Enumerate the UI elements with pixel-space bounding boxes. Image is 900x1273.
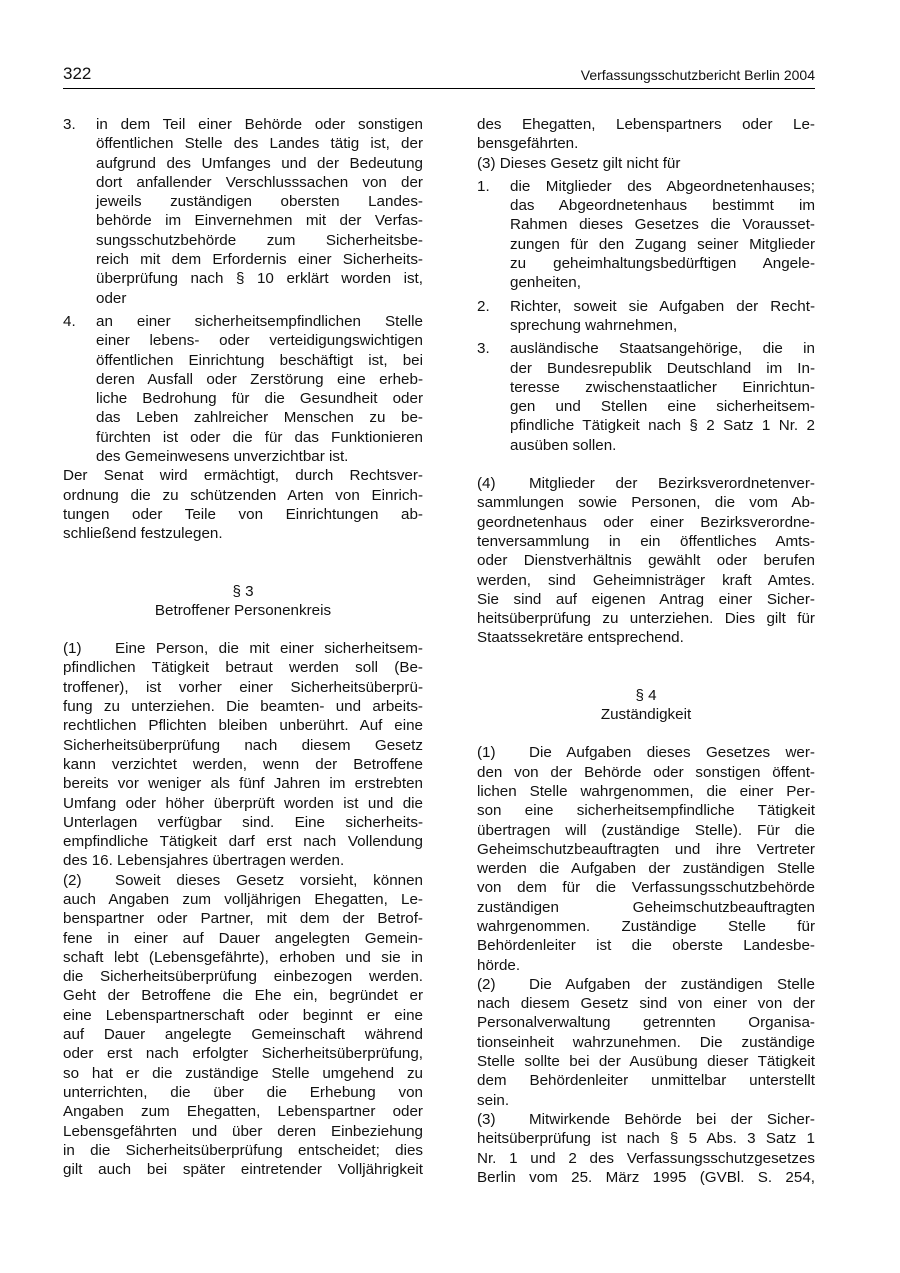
text-line [477,1091,815,1110]
line-text: dort anfallender Verschlusssachen von der [96,173,423,191]
list-number: 1. [477,177,490,195]
text-line [63,1122,423,1141]
line-text: rechtlichen Pflichten bleiben unberührt. Auf eine [63,717,423,735]
text-line [63,813,423,832]
paragraph-number: (4) [477,475,496,493]
text-line [477,878,815,897]
line-text: liche Bedrohung für die Gesundheit oder [96,390,423,408]
text-line [63,486,423,505]
text-line [510,215,815,234]
line-text: bereits vor weniger als fünf Jahren im erstrebten [63,775,423,793]
text-line [63,851,423,870]
line-text: von dem für die Verfassungsschutzbehörde [477,879,815,897]
line-text: Nr. 1 und 2 des Verfassungsschutzgesetzes [477,1149,815,1167]
text-line [96,250,423,269]
line-text: gen und Stellen eine sicherheitsem- [510,398,815,416]
line-text: überprüfung nach § 10 erklärt worden ist, [96,270,423,288]
text-line [63,871,423,890]
text-line [510,297,815,316]
line-text: nach diesem Gesetz sind von einer von der [477,995,815,1013]
senat-paragraph [63,466,423,543]
text-line [477,1013,815,1032]
text-line [63,755,423,774]
page-header [63,64,815,89]
line-text: den von der Behörde oder sonstigen öffent- [477,763,815,781]
line-text: Lebensgefährten und über deren Einbeziehung [63,1122,423,1140]
text-line [477,590,815,609]
text-line [63,678,423,697]
line-text: deren Ausfall oder Zerstörung eine erheb- [96,370,423,388]
text-line [63,774,423,793]
text-line [63,1102,423,1121]
text-line [477,513,815,532]
text-line [510,397,815,416]
text-line [63,929,423,948]
line-text: Mitwirkende Behörde bei der Sicher- [529,1110,815,1128]
list-number: 2. [477,297,490,315]
text-line [477,859,815,878]
line-text: die Mitglieder des Abgeordnetenhauses; [510,177,815,195]
section-3-title: Betroffener Personenkreis [154,601,332,619]
text-line [477,956,815,975]
text-line [510,235,815,254]
text-line [63,794,423,813]
line-text: übertragen will (zuständige Stelle). Für die [477,821,815,839]
text-line [96,428,423,447]
text-line [510,436,815,455]
text-line [63,1083,423,1102]
text-line [96,289,423,308]
line-text: ausländische Staatsangehörige, die in [510,340,815,358]
line-text: ordnung die zu schützenden Arten von Einrich- [63,486,423,504]
line-text: wahrgenommen. Zuständige Stelle für [477,917,815,935]
text-line [510,339,815,358]
text-line [63,1025,423,1044]
text-line [510,254,815,273]
line-text: Staatssekretäre entsprechend. [477,629,684,647]
text-line [96,211,423,230]
text-line [510,378,815,397]
line-text: pfindlichen Tätigkeit betraut werden soll (Be- [63,659,423,677]
text-line [477,975,815,994]
text-line [477,1071,815,1090]
line-text: Rahmen dieses Gesetzes die Vorausset- [510,216,815,234]
line-text: zuständigen Geheimschutzbeauftragten [477,898,815,916]
text-line [63,1160,423,1179]
section-3-paragraph-1 [63,639,423,871]
line-text: unterrichten, die über die Erhebung von [63,1083,423,1101]
text-line [477,1033,815,1052]
line-text: einer lebens- oder verteidigungswichtigen [96,332,423,350]
line-text: Soweit dieses Gesetz vorsieht, können [115,871,423,889]
paragraph-3-intro: (3) Dieses Gesetz gilt nicht für [477,154,681,172]
line-text: heitsüberprüfung ist nach § 5 Abs. 3 Satz 1 [477,1130,815,1148]
line-text: fürchten ist oder die für das Funktionieren [96,428,423,446]
text-line [477,840,815,859]
text-line [63,736,423,755]
line-text: öffentlichen Einrichtung beschäftigt ist, bei [96,351,423,369]
line-text: Unterlagen verfügbar sind. Eine sicherheits- [63,813,423,831]
line-text: Sie sind auf eigenen Antrag einer Sicher- [477,590,815,608]
text-line [96,351,423,370]
line-text: kann verzichtet werden, wenn der Betroffene [63,755,423,773]
text-line [96,154,423,173]
text-line [510,177,815,196]
paragraph-number: (2) [477,975,496,993]
left-column [63,115,423,1179]
text-line [477,609,815,628]
line-text: schaft lebt (Lebensgefährte), erhoben und sie in [63,948,423,966]
line-text: pfindliche Tätigkeit nach § 2 Satz 1 Nr. 2 [510,417,815,435]
line-text: Geht der Betroffene die Ehe ein, begründet er [63,987,423,1005]
text-line [63,716,423,735]
line-text: Geheimschutzbeauftragten und ihre Vertreter [477,840,815,858]
text-line [63,639,423,658]
line-text: das Leben zahlreicher Menschen zu be- [96,409,423,427]
line-text: werden die Aufgaben der zuständigen Stelle [477,860,815,878]
running-title: Verfassungsschutzbericht Berlin 2004 [580,67,815,83]
line-text: benspartner oder Partner, mit dem der Betrof- [63,910,423,928]
section-3-paragraph-2 [63,871,423,1180]
line-text: das Abgeordnetenhaus bestimmt im [510,197,815,215]
line-text: sungsschutzbehörde zum Sicherheitsbe- [96,231,423,249]
line-text: Stelle sollte bei der Ausübung dieser Tätigkeit [477,1053,815,1071]
text-line [477,898,815,917]
text-line [63,1044,423,1063]
text-line [510,196,815,215]
exemption-item-1 [477,177,815,293]
line-text: Die Aufgaben dieses Gesetzes wer- [529,744,815,762]
text-line [63,466,423,485]
paragraph-number: (2) [63,871,82,889]
section-4-paragraph-2 [477,975,815,1110]
line-text: empfindliche Tätigkeit darf erst nach Vollendung [63,833,423,851]
line-text: reich mit dem Erfordernis einer Sicherheits- [96,251,423,269]
line-text: eine Lebenspartnerschaft oder beginnt er eine [63,1006,423,1024]
text-line [477,474,815,493]
line-text: Die Aufgaben der zuständigen Stelle [529,975,815,993]
list-number: 3. [63,116,76,133]
paragraph-number: (1) [63,640,82,658]
line-text: son eine sicherheitsempfindliche Tätigkeit [477,802,815,820]
line-text: schließend festzulegen. [63,525,223,543]
section-4-paragraph-1 [477,743,815,975]
text-line [477,994,815,1013]
paragraph-number: (1) [477,744,496,762]
line-text: Der Senat wird ermächtigt, durch Rechtsver- [63,467,423,485]
text-line [477,1168,815,1187]
text-line [477,763,815,782]
text-line [96,192,423,211]
text-line [63,524,423,543]
line-text: geordnetenhaus oder einer Bezirksverordne- [477,513,815,531]
list-item-3 [63,115,423,308]
text-line [477,551,815,570]
text-line [63,1064,423,1083]
text-line [477,782,815,801]
line-text: die Sicherheitsüberprüfung einbezogen werden. [63,968,423,986]
line-text: dem Behördenleiter unmittelbar unterstellt [477,1072,815,1090]
text-line [477,571,815,590]
text-line [63,832,423,851]
text-line [63,948,423,967]
text-line [477,1052,815,1071]
line-text: Richter, soweit sie Aufgaben der Recht- [510,297,815,315]
line-text: Berlin vom 25. März 1995 (GVBl. S. 254, [477,1168,815,1186]
line-text: fung zu unterziehen. Die beamten- und arbeits- [63,698,423,716]
line-text: teresse zwischenstaatlicher Einrichtun- [510,378,815,396]
line-text: troffener), ist vorher einer Sicherheitsüberprü- [63,678,423,696]
line-text: Sicherheitsüberprüfung nach diesem Gesetz [63,736,423,754]
text-line [63,986,423,1005]
line-text: Mitglieder der Bezirksverordnetenver- [529,475,815,493]
line-text: sein. [477,1091,510,1109]
text-line [477,801,815,820]
line-text: ausüben sollen. [510,436,617,454]
paragraph-4 [477,474,815,648]
line-text: auch Angaben zum volljährigen Ehegatten, Le- [63,890,423,908]
text-line [477,115,815,134]
page-number: 322 [63,64,92,83]
line-text: hörde. [477,956,521,974]
text-line [510,359,815,378]
line-text: sprechung wahrnehmen, [510,316,678,334]
line-text: jeweils zuständigen obersten Landes- [96,193,423,211]
text-line [63,697,423,716]
text-line [96,231,423,250]
line-text: gilt auch bei später eintretender Volljährigkeit [63,1161,423,1179]
line-text: der Bundesrepublik Deutschland im In- [510,359,815,377]
line-text: genheiten, [510,274,581,292]
list-item-4 [63,312,423,466]
line-text: bensgefährten. [477,135,579,153]
line-text: Behördenleiter ist die oberste Landesbe- [477,937,815,955]
text-line [477,628,815,647]
continuation-text [477,115,815,154]
text-line [477,1110,815,1129]
section-4-title: Zuständigkeit [600,706,692,724]
text-line [510,316,815,335]
text-line [96,269,423,288]
text-line [96,173,423,192]
text-line [510,273,815,292]
text-line [96,370,423,389]
text-line [477,1129,815,1148]
line-text: aufgrund des Umfanges und der Bedeutung [96,154,423,172]
right-column [477,115,815,1187]
line-text: werden, sind Geheimnisträger kraft Amtes. [477,571,815,589]
text-line [477,532,815,551]
text-line [96,408,423,427]
line-text: oder erst nach erfolgter Sicherheitsüberprüfung, [63,1045,423,1063]
line-text: tionseinheit wahrzunehmen. Die zuständige [477,1033,815,1051]
list-number: 3. [477,340,490,358]
text-line [477,917,815,936]
line-text: lichen Stelle wahrgenommen, die einer Per- [477,782,815,800]
section-4-paragraph-3 [477,1110,815,1187]
text-line [63,909,423,928]
line-text: Angaben zum Ehegatten, Lebenspartner oder [63,1103,423,1121]
text-line [96,134,423,153]
text-line [477,936,815,955]
line-text: so hat er die zuständige Stelle umgehend zu [63,1064,423,1082]
line-text: behörde im Einvernehmen mit der Verfas- [96,212,423,230]
text-line [477,743,815,762]
list-number: 4. [63,312,76,330]
line-text: des Ehegatten, Lebenspartners oder Le- [477,116,815,133]
text-line [477,821,815,840]
text-line [63,1006,423,1025]
text-line [96,389,423,408]
line-text: in die Sicherheitsüberprüfung entscheidet; dies [63,1141,423,1159]
text-line [477,1149,815,1168]
section-4-number: § 4 [635,686,657,704]
line-text: Eine Person, die mit einer sicherheitsem- [115,640,423,658]
exemption-item-2 [477,297,815,336]
text-line [477,134,815,153]
line-text: sammlungen sowie Personen, die vom Ab- [477,494,815,512]
line-text: des Gemeinwesens unverzichtbar ist. [96,448,349,466]
line-text: öffentlichen Stelle des Landes tätig ist, der [96,135,423,153]
text-line [96,312,423,331]
exemption-item-3 [477,339,815,455]
line-text: zungen für den Zugang seiner Mitglieder [510,235,815,253]
line-text: auf Dauer angelegte Gemeinschaft während [63,1026,423,1044]
line-text: Umfang oder höher überprüft worden ist und die [63,794,423,812]
text-line [63,967,423,986]
line-text: des 16. Lebensjahres übertragen werden. [63,852,345,870]
text-line [510,416,815,435]
text-line [477,493,815,512]
text-line [63,658,423,677]
line-text: heitsüberprüfung zu unterziehen. Dies gilt für [477,610,815,628]
line-text: tenversammlung in ein öffentliches Amts- [477,532,815,550]
line-text: Personalverwaltung getrennten Organisa- [477,1014,815,1032]
line-text: fene in einer auf Dauer angelegten Gemein- [63,929,423,947]
text-line [96,115,423,134]
line-text: oder [96,289,127,307]
line-text: an einer sicherheitsempfindlichen Stelle [96,312,423,330]
paragraph-number: (3) [477,1110,496,1128]
text-line [96,331,423,350]
text-line [63,890,423,909]
line-text: tungen oder Teile von Einrichtungen ab- [63,505,423,523]
line-text: oder Dienstverhältnis gewählt oder berufen [477,552,815,570]
line-text: in dem Teil einer Behörde oder sonstigen [96,116,423,133]
text-line [96,447,423,466]
line-text: zu geheimhaltungsbedürftigen Angele- [510,255,815,273]
text-line [63,505,423,524]
section-3-number: § 3 [232,582,254,600]
text-line [63,1141,423,1160]
